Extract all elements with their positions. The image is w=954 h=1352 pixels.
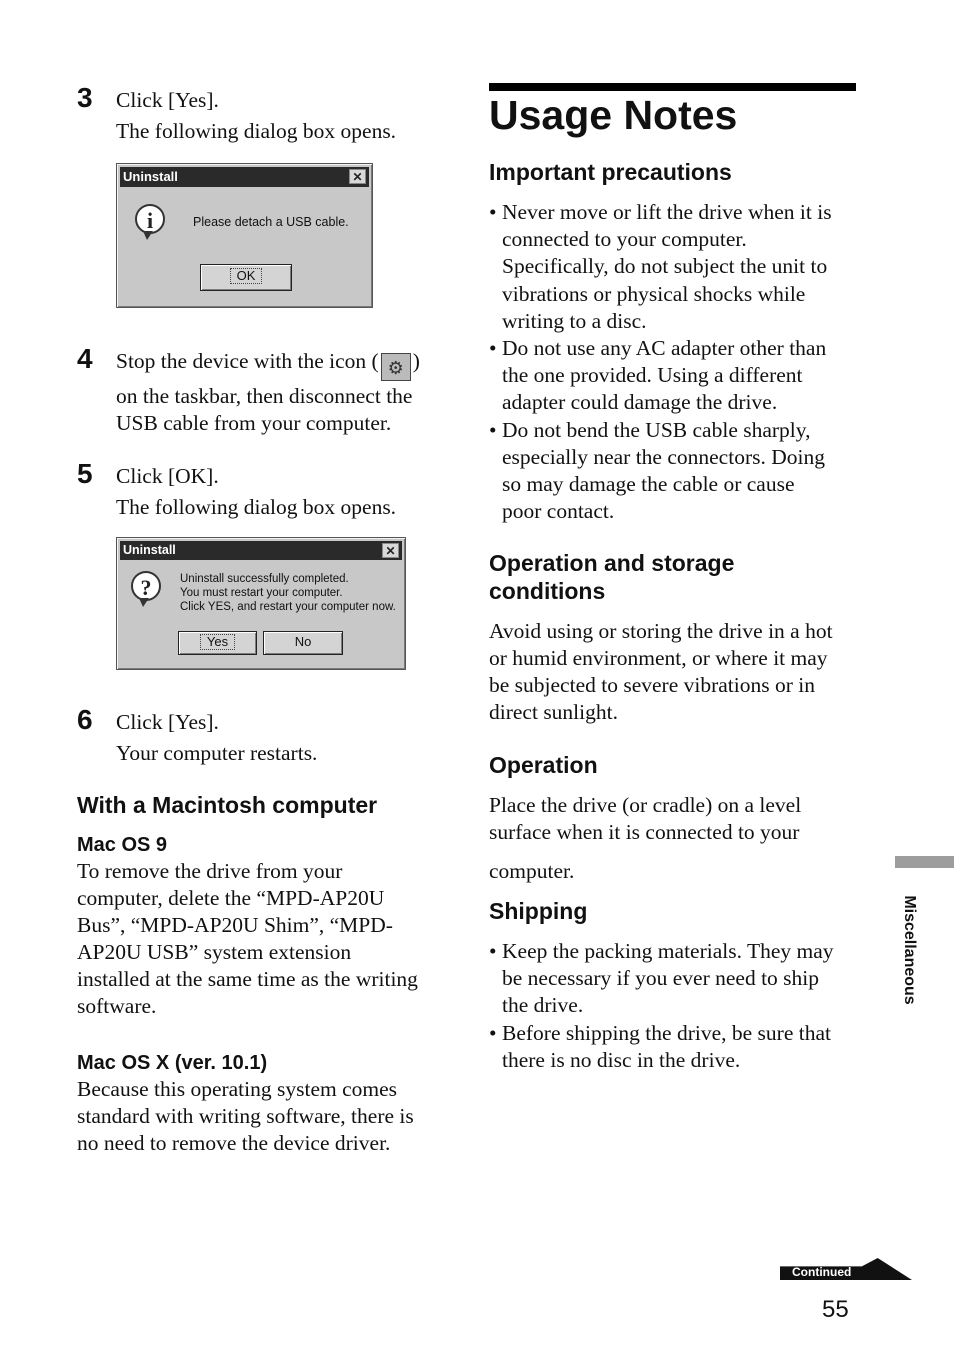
body-line: standard with writing software, there is (77, 1104, 414, 1128)
step-3-text (116, 87, 396, 145)
question-icon: ? (131, 571, 161, 601)
list-line: Specifically, do not subject the unit to (502, 254, 828, 279)
storage-heading-line: Operation and storage (489, 550, 735, 576)
yes-button-label: Yes (200, 634, 235, 650)
step-4-text (116, 348, 456, 437)
dialog-message-line: Uninstall successfully completed. (180, 573, 349, 585)
side-tab-label: Miscellaneous (901, 895, 918, 1005)
list-line: • Never move or lift the drive when it is (502, 200, 832, 224)
body-line: computer, delete the “MPD-AP20U (77, 886, 385, 910)
precautions-list (489, 199, 859, 525)
list-line: adapter could damage the drive. (502, 390, 778, 415)
dialog-title-bar (120, 167, 369, 187)
body-line: Bus”, “MPD-AP20U Shim”, “MPD- (77, 913, 393, 937)
uninstall-dialog-restart (116, 537, 406, 670)
no-button-label: No (294, 634, 312, 649)
body-line: Avoid using or storing the drive in a hot (489, 619, 833, 643)
step-6-line: Your computer restarts. (116, 741, 318, 765)
page-title: Usage Notes (489, 92, 738, 138)
mac-os-x-heading: Mac OS X (ver. 10.1) (77, 1052, 268, 1074)
body-line: be subjected to severe vibrations or in (489, 673, 815, 697)
list-line: the drive. (502, 993, 584, 1018)
no-button[interactable] (263, 631, 343, 655)
continued-marker (780, 1258, 912, 1280)
list-line: vibrations or physical shocks while (502, 281, 806, 306)
list-line: be necessary if you ever need to ship (502, 966, 820, 991)
body-line: Because this operating system comes (77, 1077, 398, 1101)
mac-os-9-heading: Mac OS 9 (77, 834, 168, 856)
list-line: • Do not use any AC adapter other than (502, 336, 827, 361)
body-line: or humid environment, or where it may (489, 646, 828, 670)
step-5-line: The following dialog box opens. (116, 495, 397, 519)
mac-os-x-body (77, 1076, 457, 1157)
step-4-text-after: ) (412, 349, 420, 373)
list-line: there is no disc in the drive. (502, 1047, 741, 1072)
body-line: installed at the same time as the writing (77, 967, 418, 991)
list-line: • Before shipping the drive, be sure that (502, 1020, 831, 1045)
ok-button-label: OK (230, 268, 263, 284)
storage-heading (489, 549, 734, 605)
body-line: AP20U USB” system extension (77, 940, 352, 964)
step-6-number: 6 (77, 704, 93, 735)
close-icon[interactable]: ✕ (349, 169, 366, 184)
step-4-line (116, 348, 456, 381)
macintosh-heading: With a Macintosh computer (77, 792, 378, 818)
page-number: 55 (822, 1296, 849, 1323)
list-line: • Do not bend the USB cable sharply, (502, 417, 811, 442)
body-line: computer. (489, 859, 575, 883)
step-3-line: The following dialog box opens. (116, 119, 397, 143)
dialog-title-bar (120, 541, 402, 560)
step-4-text-before: Stop the device with the icon ( (116, 349, 379, 373)
list-item (489, 417, 859, 526)
step-6-text (116, 709, 317, 767)
shipping-list (489, 938, 859, 1074)
dialog-title: Uninstall (123, 169, 178, 184)
shipping-heading: Shipping (489, 898, 588, 924)
body-line: no need to remove the device driver. (77, 1131, 391, 1155)
body-line: surface when it is connected to your (489, 820, 800, 844)
usb-unplug-icon: ⚙ (381, 353, 411, 381)
list-item (489, 1020, 859, 1074)
step-4-line: USB cable from your computer. (116, 411, 392, 435)
list-line: the one provided. Using a different (502, 363, 803, 388)
step-5-line: Click [OK]. (116, 464, 219, 488)
body-line: To remove the drive from your (77, 859, 343, 883)
body-line: software. (77, 994, 157, 1018)
title-rule (489, 83, 856, 91)
precautions-heading: Important precautions (489, 159, 732, 185)
list-line: connected to your computer. (502, 227, 747, 252)
list-line: writing to a disc. (502, 308, 647, 333)
list-line: especially near the connectors. Doing (502, 444, 825, 469)
step-4-number: 4 (77, 343, 93, 374)
step-4-line: on the taskbar, then disconnect the (116, 384, 413, 408)
storage-body (489, 618, 859, 726)
list-line: • Keep the packing materials. They may (502, 939, 834, 963)
dialog-title: Uninstall (123, 543, 176, 557)
ok-button[interactable] (200, 264, 292, 291)
dialog-message-line: Click YES, and restart your computer now. (180, 601, 396, 613)
uninstall-dialog-detach (116, 163, 373, 308)
step-5-number: 5 (77, 458, 93, 489)
list-item (489, 199, 859, 335)
operation-heading: Operation (489, 752, 598, 778)
step-6-line: Click [Yes]. (116, 710, 219, 734)
close-icon[interactable]: ✕ (382, 543, 399, 558)
list-item (489, 938, 859, 1020)
dialog-message (180, 572, 396, 614)
dialog-message-line: You must restart your computer. (180, 587, 343, 599)
operation-body (489, 792, 859, 885)
yes-button[interactable] (178, 631, 257, 655)
step-3-number: 3 (77, 82, 93, 113)
body-line: direct sunlight. (489, 700, 618, 724)
list-line: poor contact. (502, 499, 615, 524)
list-line: so may damage the cable or cause (502, 472, 795, 497)
storage-heading-line: conditions (489, 578, 606, 604)
step-3-line: Click [Yes]. (116, 88, 219, 112)
list-item (489, 335, 859, 417)
step-5-text (116, 463, 396, 521)
mac-os-9-body (77, 858, 457, 1020)
side-tab-bar (895, 856, 954, 868)
body-line: Place the drive (or cradle) on a level (489, 793, 802, 817)
dialog-message: Please detach a USB cable. (193, 215, 349, 229)
continued-label: Continued (792, 1265, 852, 1279)
info-icon: i (135, 204, 165, 234)
